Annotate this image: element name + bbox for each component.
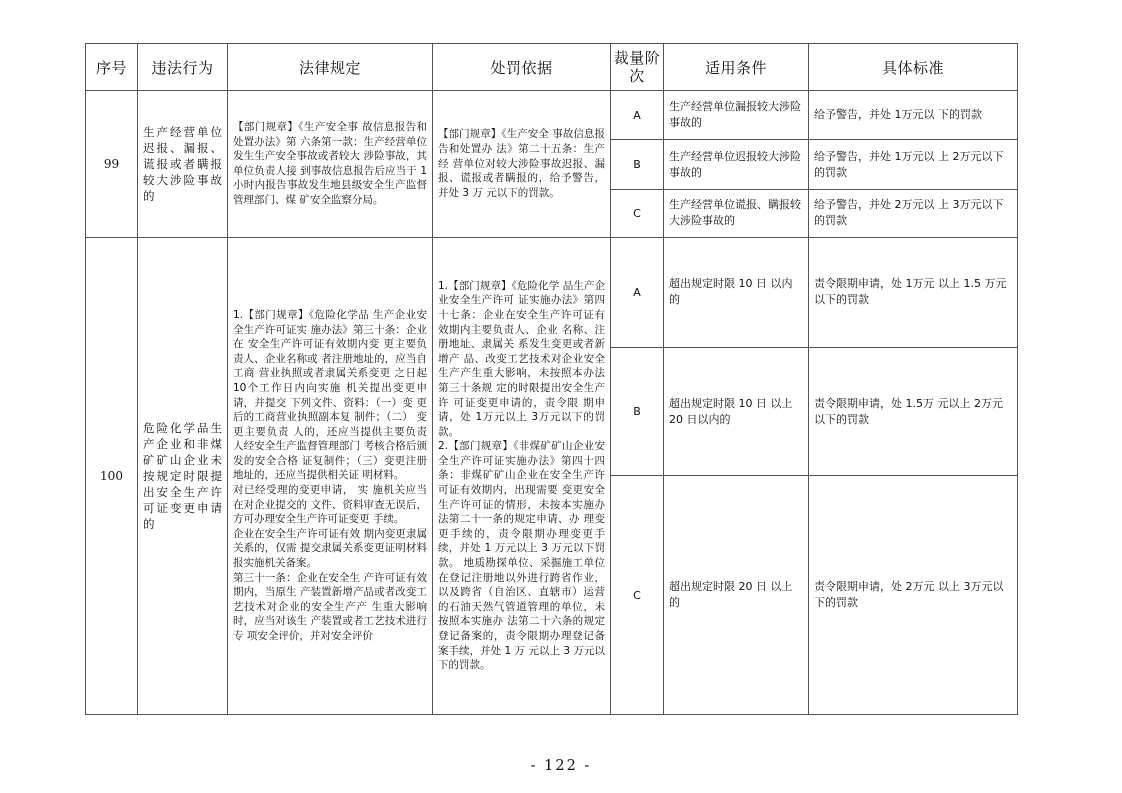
specific-standard: 责令限期申请，处 1.5万 元以上 2万元以下的罚款 [809,347,1018,475]
discretion-level: C [611,190,664,237]
header-behavior: 违法行为 [138,44,228,91]
applicable-condition: 生产经营单位漏报较大涉险事故的 [664,91,809,140]
table-row [86,91,1018,140]
discretion-level: A [611,237,664,347]
penalty-basis-paragraph: 2.【部门规章】《非煤矿矿山企业安全生产许可证实施办法》第四十四条：非煤矿矿山企业在安全生产许可证有效期内，出现需要 变更安全生产许可证的情形，未按本实施办法第二十一条的规定申请、办 理变更手续的，责令限期办理变更手续，并处 1 万元以上 3 万元以下罚款。 地质勘探单位、采掘施工单位在登记注册地以外进行跨省作业，以及跨省（自治区、直辖市）运营的石油天然气管道管理的单位，未按照本实施办 法第二十六条的规定登记备案的，责令限期办理登记备案手续，并处 1 万 元以上 3 万元以下的罚款。 [438,440,605,672]
legal-provision-paragraph: 企业在安全生产许可证有效 期内变更隶属关系的，仅需 提交隶属关系变更证明材料 报实施机关备案。 [233,527,427,570]
legal-provision [228,91,433,237]
applicable-condition: 超出规定时限 10 日 以上 20 日以内的 [664,347,809,475]
header-basis: 处罚依据 [433,44,611,91]
specific-standard: 给予警告，并处 1万元以 上 2万元以下的罚款 [809,140,1018,190]
table-header-row [86,44,1018,91]
header-no: 序号 [86,44,138,91]
penalty-basis-paragraph: 【部门规章】《生产安全 事故信息报告和处置办 法》第二十五条：生产经 营单位对较大涉险事故迟报、漏报、谎报或者瞒报的，给予警告，并处 3 万 元以下的罚款。 [438,128,605,199]
row-number: 100 [86,237,138,714]
discretion-level: A [611,91,664,140]
penalty-basis [433,237,611,714]
violation-behavior: 生产经营单位迟报、漏报、谎报或者瞒报较大涉险事故的 [138,91,228,237]
legal-provision [228,237,433,714]
specific-standard: 责令限期申请，处 2万元 以上 3万元以下的罚款 [809,476,1018,715]
applicable-condition: 生产经营单位谎报、瞒报较大涉险事故的 [664,190,809,237]
specific-standard: 责令限期申请，处 1万元 以上 1.5 万元以下的罚款 [809,237,1018,347]
applicable-condition: 超出规定时限 10 日 以内的 [664,237,809,347]
discretion-level: C [611,476,664,715]
header-standard: 具体标准 [809,44,1018,91]
legal-provision-paragraph: 【部门规章】《生产安全事 故信息报告和处置办法》第 六条第一款：生产经营单位 发生生产安全事故或者较大 涉险事故，其单位负责人接 到事故信息报告后应当于 1 小时内报告事故发生地县级安全生产监督管理部门、煤 矿安全监察分局。 [233,121,427,207]
discretion-level: B [611,140,664,190]
row-number: 99 [86,91,138,237]
legal-provision-paragraph: 第三十一条：企业在安全生 产许可证有效期内，当原生 产装置新增产品或者改变工 艺技术对企业的安全生产产 生重大影响时，应当对该生 产装置或者工艺技术进行专 项安全评价，并对安全评价 [233,571,427,642]
penalty-basis [433,91,611,237]
applicable-condition: 超出规定时限 20 日 以上的 [664,476,809,715]
applicable-condition: 生产经营单位迟报较大涉险事故的 [664,140,809,190]
legal-provision-paragraph: 对已经受理的变更申请， 实 施机关应当在对企业提交的 文件、资料审查无误后，方可办理安全生产许可证变更 手续。 [233,484,427,526]
header-condition: 适用条件 [664,44,809,91]
penalty-standard-table [85,43,1018,715]
header-level: 裁量阶次 [611,44,664,91]
violation-behavior: 危险化学品生产企业和非煤矿矿山企业未按规定时限提出安全生产许可证变更申请的 [138,237,228,714]
penalty-basis-paragraph: 1.【部门规章】《危险化学 品生产企业安全生产许可 证实施办法》第四十七条：企业在安全生产许可证有 效期内主要负责人、企业 名称、注册地址、隶属关 系发生变更或者新增产 品、改变工艺技术对企业安全生产产生重大影响，未按照本办法第三十条规 定的时限提出安全生产许 可证变更申请的，责令限 期申请，处 1万元以上 3万元以下的罚款。 [438,279,605,438]
page-number: - 122 - [530,758,592,774]
discretion-level: B [611,347,664,475]
specific-standard: 给予警告，并处 2万元以 上 3万元以下的罚款 [809,190,1018,237]
table-row [86,237,1018,347]
specific-standard: 给予警告，并处 1万元以 下的罚款 [809,91,1018,140]
header-law: 法律规定 [228,44,433,91]
legal-provision-paragraph: 1.【部门规章】《危险化学品 生产企业安全生产许可证实 施办法》第三十条：企业在 安全生产许可证有效期内变 更主要负责人、企业名称或 者注册地址的，应当自工商 营业执照或者隶属关系变更 之日起 10个工作日内向实施 机关提出变更申请，并提交 下列文件、资料：（一）变 更后的工商营业执照副本复 制件；（二） 变更主要负责 人的，还应当提供主要负责 人经安全生产监督管理部门 考核合格后颁发的安全合格 证复制件；（三）变更注册 地址的，还应当提供相关证 明材料。 [233,308,427,482]
